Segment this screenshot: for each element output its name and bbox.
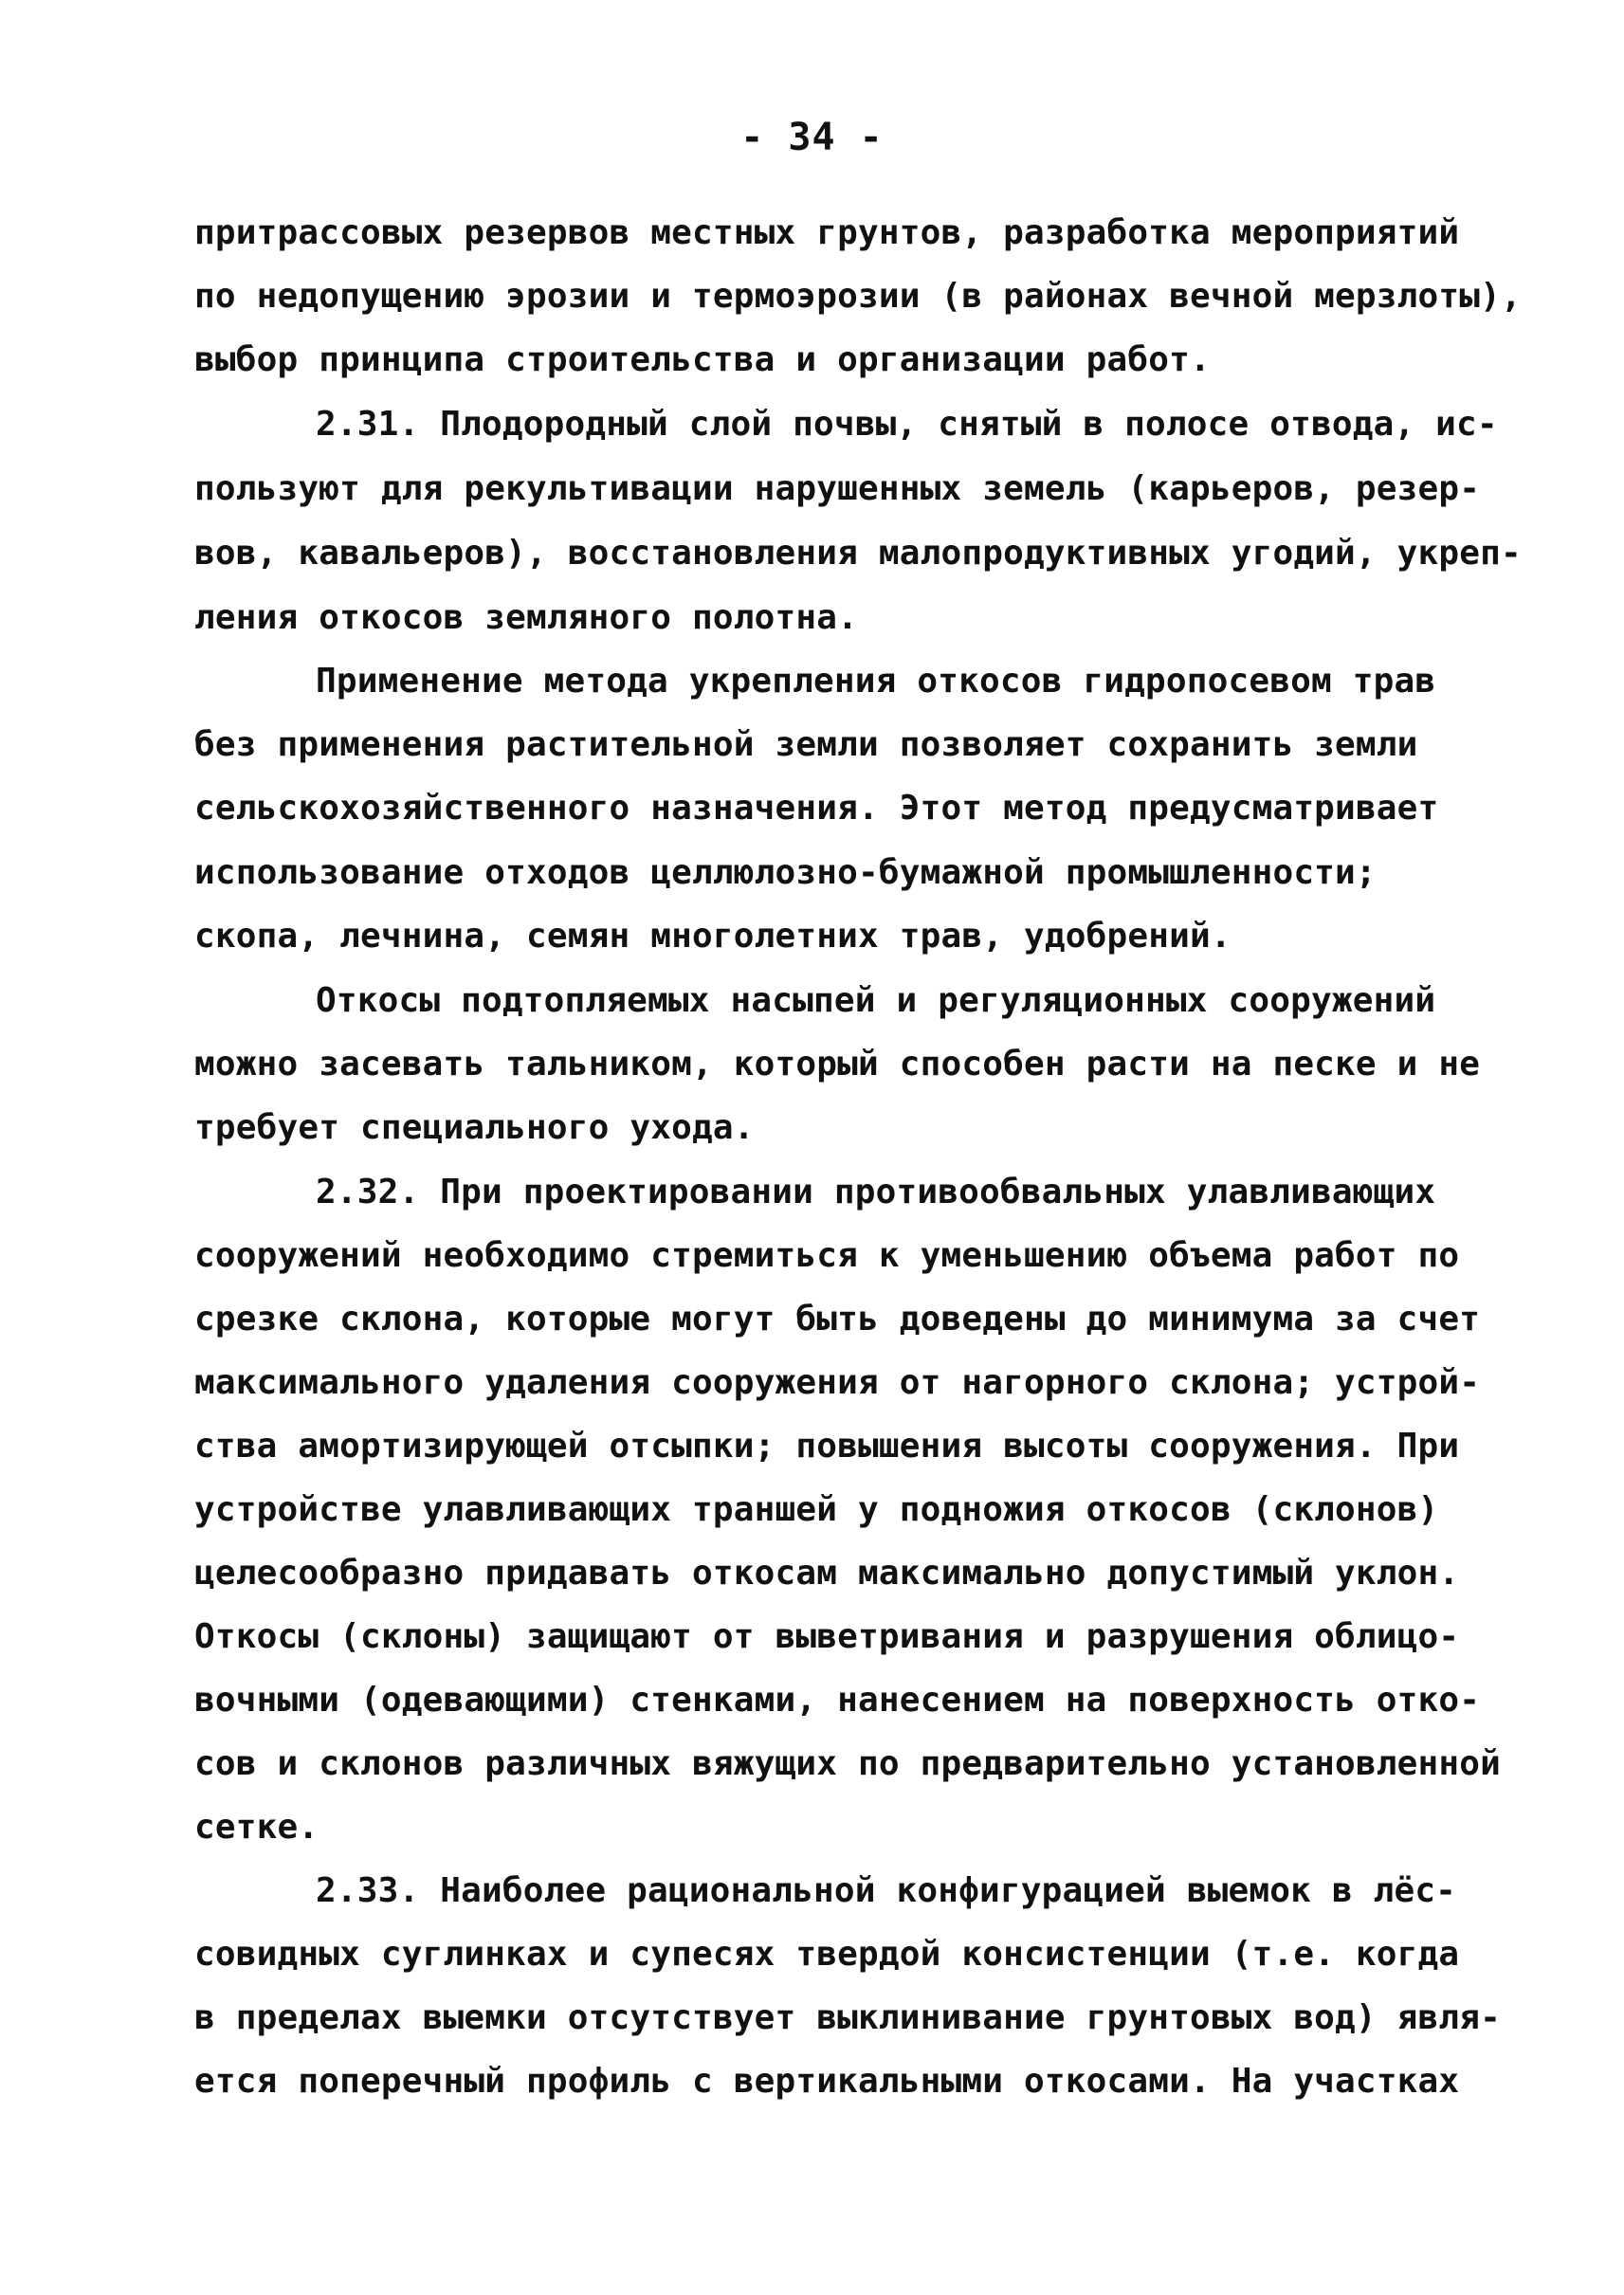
text-line: можно засевать тальником, который способен расти на песке и не xyxy=(194,1045,1481,1084)
text-line: сетке. xyxy=(194,1808,319,1847)
paragraph-2-32-start: 2.32. При проектировании противообвальных улавливающих xyxy=(316,1173,1436,1211)
text-line: скопа, лечнина, семян многолетних трав, удобрений. xyxy=(194,917,1232,956)
paragraph-2-33-start: 2.33. Наиболее рациональной конфигурацией выемок в лёс- xyxy=(316,1871,1457,1910)
paragraph-2-31-start: 2.31. Плодородный слой почвы, снятый в полосе отвода, ис- xyxy=(316,405,1498,444)
text-line: использование отходов целлюлозно-бумажной промышленности; xyxy=(194,853,1377,892)
text-line: ления откосов земляного полотна. xyxy=(194,598,858,637)
text-line: вов, кавальеров), восстановления малопродуктивных угодий, укреп- xyxy=(194,534,1522,573)
text-line: без применения растительной земли позволяет сохранить земли xyxy=(194,725,1418,764)
text-line: сельскохозяйственного назначения. Этот метод предусматривает xyxy=(194,789,1439,828)
text-line: совидных суглинках и супесях твердой консистенции (т.е. когда xyxy=(194,1935,1460,1974)
paragraph-start: Откосы подтопляемых насыпей и регуляционных сооружений xyxy=(316,981,1436,1020)
text-line: сооружений необходимо стремиться к уменьшению объема работ по xyxy=(194,1236,1460,1275)
text-line: выбор принципа строительства и организации работ. xyxy=(194,340,1211,379)
text-line: ется поперечный профиль с вертикальными откосами. На участках xyxy=(194,2062,1460,2101)
text-line: Откосы (склоны) защищают от выветривания и разрушения облицо- xyxy=(194,1617,1460,1656)
text-line: требует специального ухода. xyxy=(194,1108,755,1147)
text-line: притрассовых резервов местных грунтов, разработка мероприятий xyxy=(194,213,1460,252)
text-line: по недопущению эрозии и термоэрозии (в районах вечной мерзлоты), xyxy=(194,277,1522,316)
text-line: сов и склонов различных вяжущих по предварительно установленной xyxy=(194,1744,1502,1783)
text-line: максимального удаления сооружения от нагорного склона; устрой- xyxy=(194,1363,1481,1402)
text-line: устройстве улавливающих траншей у подножия откосов (склонов) xyxy=(194,1490,1439,1529)
text-line: целесообразно придавать откосам максимально допустимый уклон. xyxy=(194,1554,1460,1593)
text-line: срезке склона, которые могут быть доведены до минимума за счет xyxy=(194,1300,1481,1339)
paragraph-start: Применение метода укрепления откосов гидропосевом трав xyxy=(316,662,1436,701)
text-line: в пределах выемки отсутствует выклинивание грунтовых вод) явля- xyxy=(194,1998,1502,2037)
text-line: ства амортизирующей отсыпки; повышения высоты сооружения. При xyxy=(194,1427,1460,1466)
text-line: вочными (одевающими) стенками, нанесением на поверхность отко- xyxy=(194,1681,1481,1720)
text-line: пользуют для рекультивации нарушенных земель (карьеров, резер- xyxy=(194,469,1481,508)
page-number: - 34 - xyxy=(740,116,884,159)
